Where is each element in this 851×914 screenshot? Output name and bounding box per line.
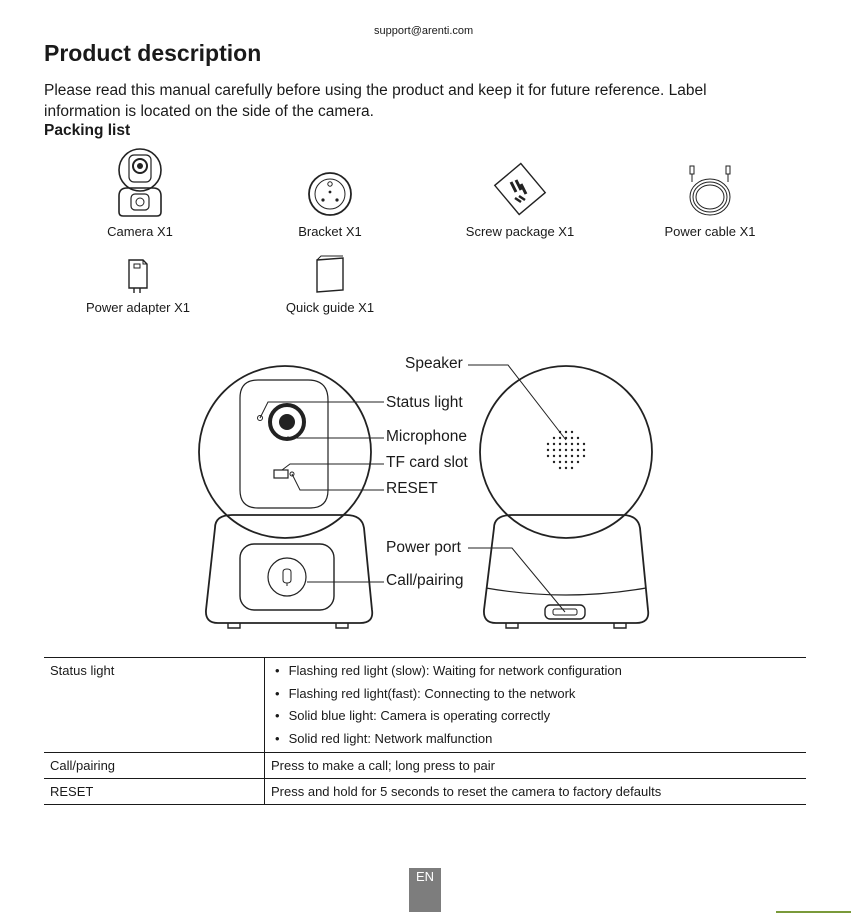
tf-card-slot [274, 470, 288, 478]
call-button-panel [240, 544, 334, 610]
speaker-grille [547, 431, 585, 469]
page-title: Product description [44, 40, 262, 66]
table-value [265, 658, 807, 753]
pack-item-label: Quick guide X1 [285, 300, 375, 315]
table-key: Call/pairing [44, 753, 265, 779]
table-row [44, 658, 806, 753]
pack-item-label: Camera X1 [107, 224, 173, 239]
table-value: Press to make a call; long press to pair [265, 753, 807, 779]
call-button [268, 558, 306, 596]
pack-item-label: Screw package X1 [465, 224, 575, 239]
pack-item-label: Bracket X1 [298, 224, 362, 239]
table-key: Status light [44, 658, 265, 753]
pack-item-quick-guide [250, 254, 410, 315]
quick-guide-icon [313, 254, 347, 294]
table-row [44, 779, 806, 805]
power-adapter-icon [123, 254, 153, 294]
function-table [44, 657, 806, 805]
list-item: • Flashing red light (slow): Waiting for network configuration [271, 660, 800, 683]
table-key: RESET [44, 779, 265, 805]
callout-tf-card-slot: TF card slot [386, 454, 468, 471]
list-item: • Solid blue light: Camera is operating correctly [271, 705, 800, 728]
table-row [44, 753, 806, 779]
power-cable-icon [680, 162, 740, 218]
pack-item-camera [60, 146, 220, 239]
pack-item-power-cable [630, 162, 790, 239]
packing-list-title: Packing list [44, 122, 131, 139]
callout-call-pairing: Call/pairing [386, 572, 464, 589]
pack-item-bracket [250, 170, 410, 239]
pack-item-label: Power cable X1 [664, 224, 756, 239]
front-camera-head [199, 366, 371, 538]
screw-package-icon [489, 160, 551, 218]
camera-icon [115, 146, 165, 218]
list-item: • Flashing red light(fast): Connecting to the network [271, 683, 800, 706]
support-email: support@arenti.com [374, 25, 474, 37]
list-item: • Solid red light: Network malfunction [271, 728, 800, 751]
page-edge-rule [776, 911, 851, 913]
table-value: Press and hold for 5 seconds to reset the camera to factory defaults [265, 779, 807, 805]
pack-item-label: Power adapter X1 [85, 300, 191, 315]
bracket-icon [305, 170, 355, 218]
callout-speaker: Speaker [405, 355, 463, 372]
front-camera-panel [240, 380, 328, 508]
status-light-list [271, 660, 800, 750]
pack-item-screw-package [440, 160, 600, 239]
callout-status-light: Status light [386, 394, 463, 411]
intro-text: Please read this manual carefully before using the product and keep it for future reference. Label information is located on the side of the camera. [44, 82, 707, 120]
callout-microphone: Microphone [386, 428, 467, 445]
callout-power-port: Power port [386, 539, 461, 556]
back-camera-head [480, 366, 652, 538]
callout-reset: RESET [386, 480, 438, 497]
language-tab: EN [409, 868, 441, 912]
pack-item-power-adapter [58, 254, 218, 315]
back-camera-base [484, 515, 648, 623]
